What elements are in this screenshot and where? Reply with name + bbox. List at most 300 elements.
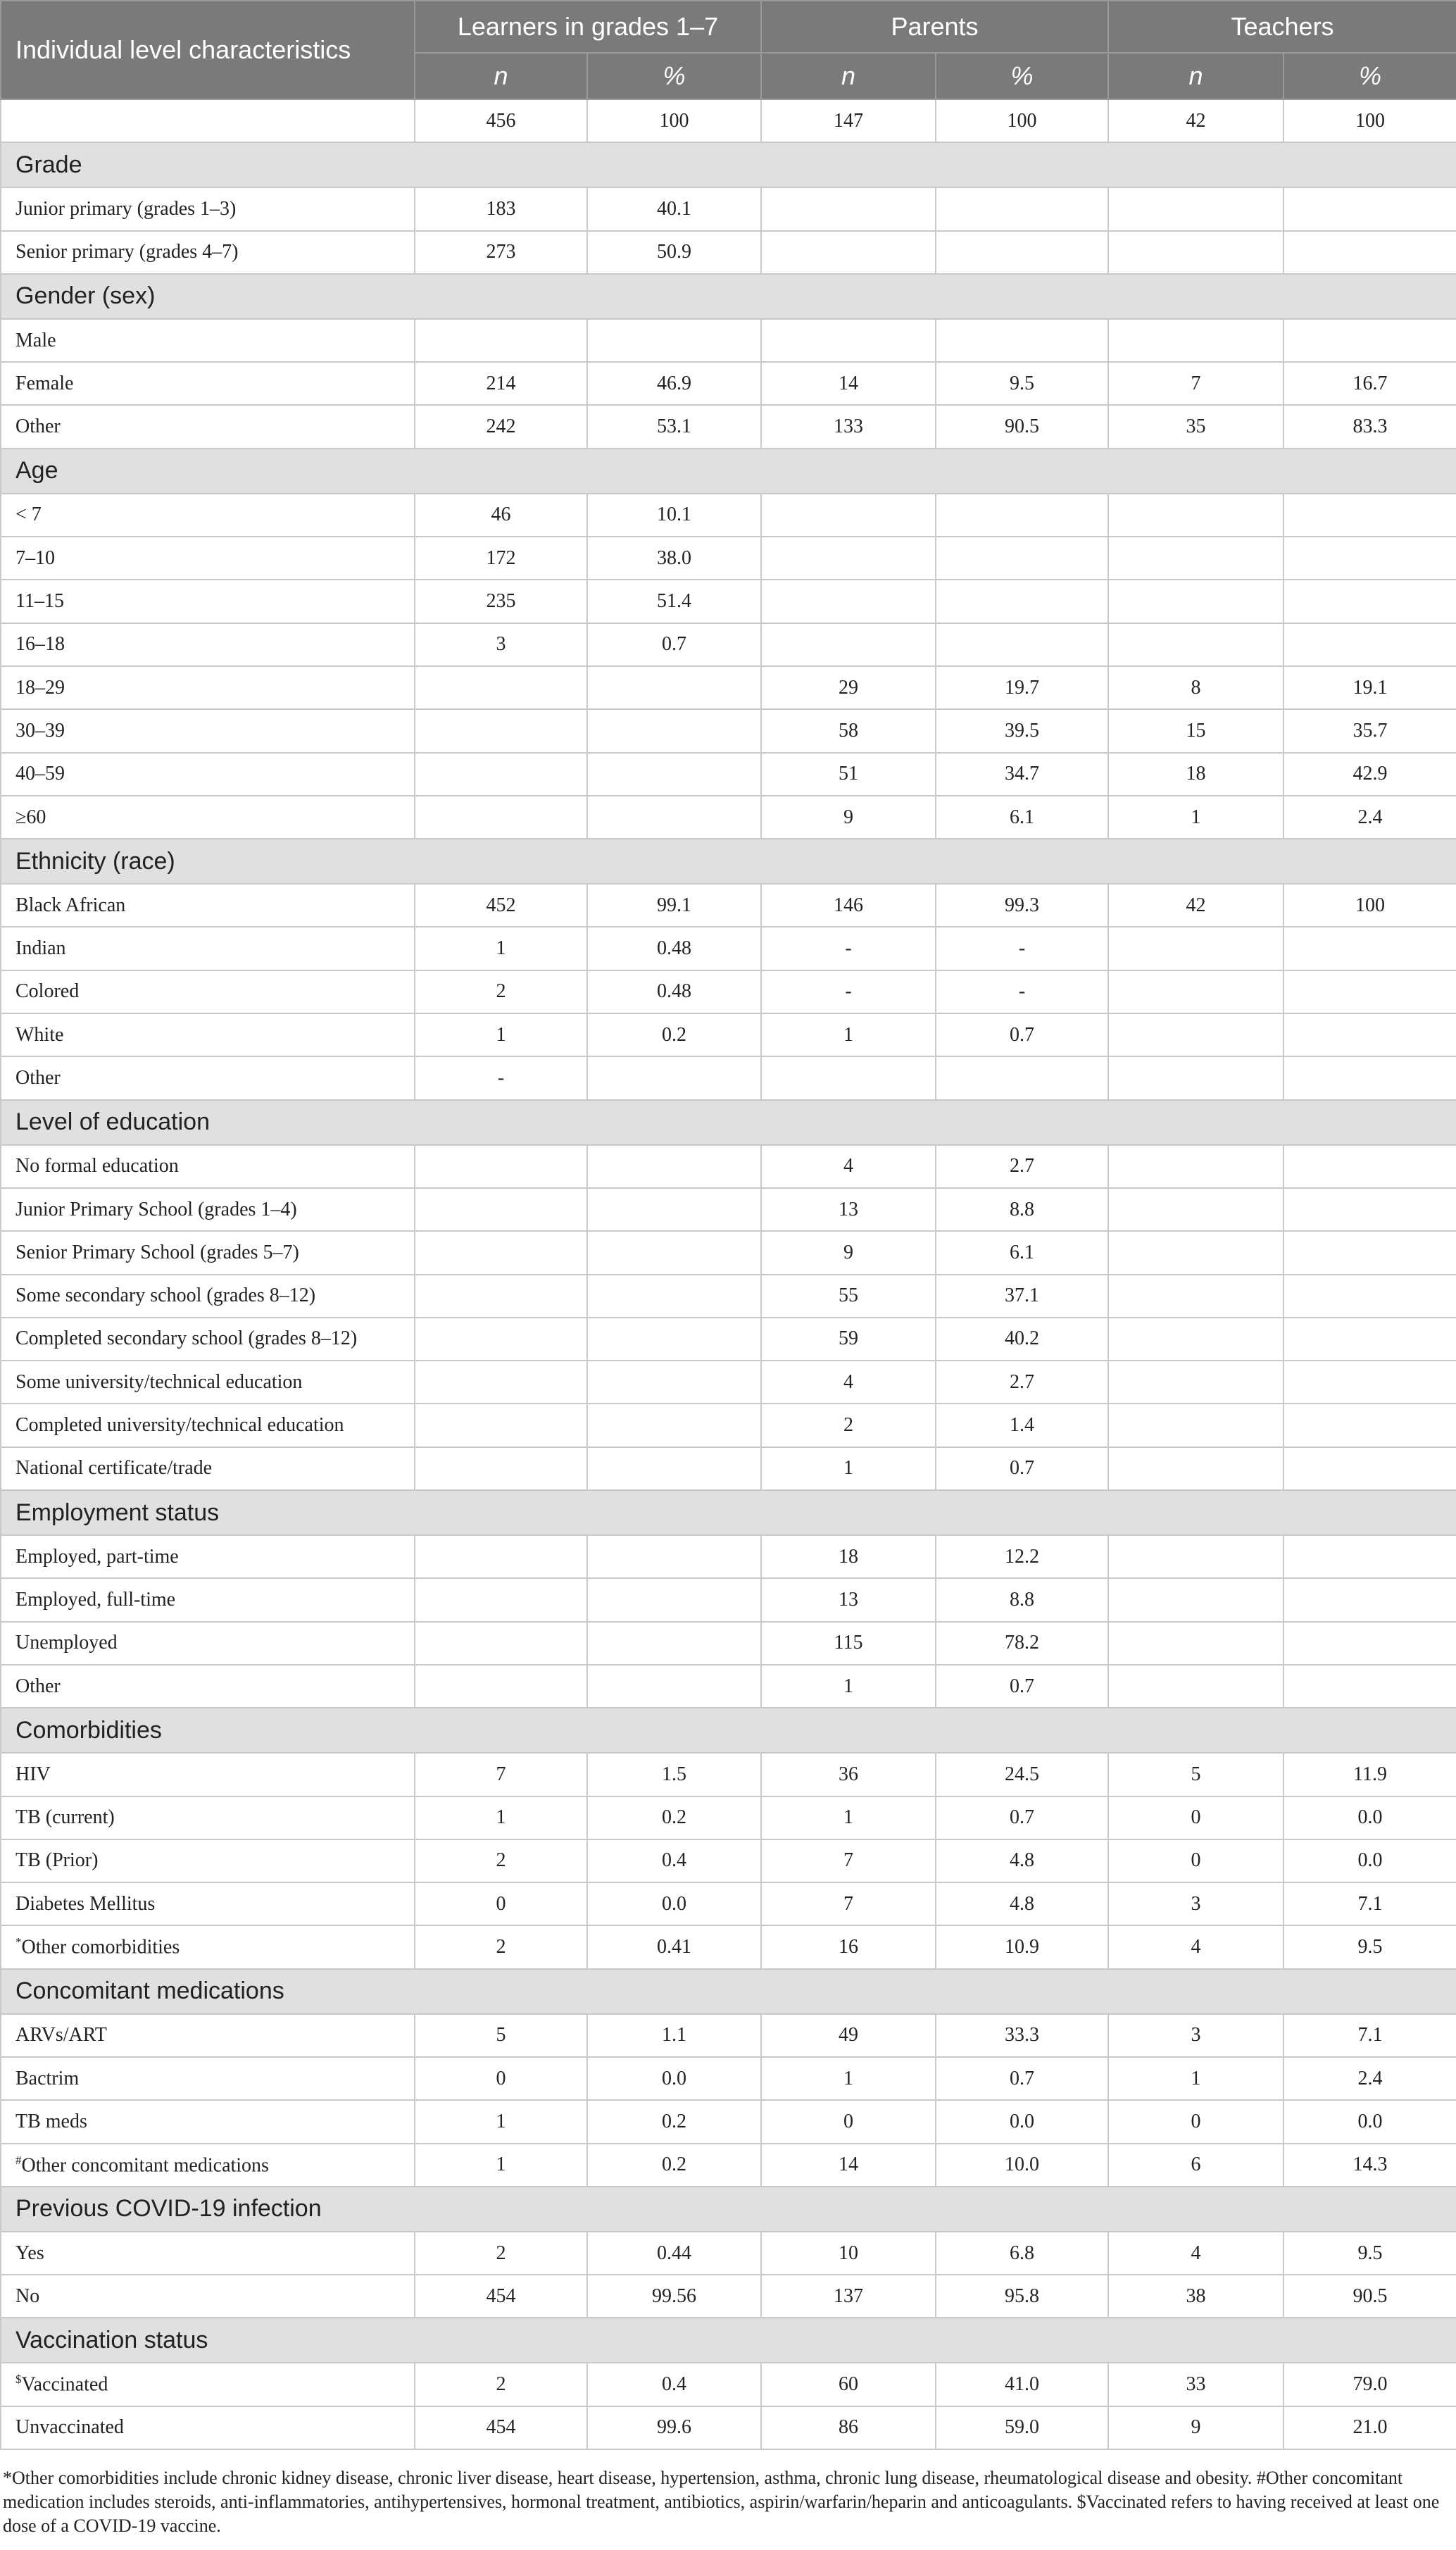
section-title: Vaccination status (1, 2318, 1456, 2363)
row-label (1, 1013, 415, 1056)
value-cell: 90.5 (936, 405, 1108, 448)
value-cell: 33 (1108, 2363, 1284, 2406)
value-cell: 6 (1108, 2144, 1284, 2187)
value-cell (415, 753, 587, 796)
table-row (1, 1404, 1456, 1446)
table-body (1, 99, 1456, 2449)
value-cell: 0.48 (587, 927, 761, 970)
row-label-text: Senior primary (grades 4–7) (15, 241, 239, 263)
value-cell: 18 (1108, 753, 1284, 796)
row-label (1, 2100, 415, 2143)
value-cell: 42.9 (1284, 753, 1456, 796)
value-cell: 59.0 (936, 2406, 1108, 2449)
value-cell: 4 (761, 1145, 936, 1188)
value-cell (1284, 537, 1456, 580)
value-cell: 7 (761, 1839, 936, 1882)
value-cell (761, 1056, 936, 1099)
value-cell: - (761, 927, 936, 970)
value-cell (1284, 1231, 1456, 1274)
table-row (1, 2232, 1456, 2275)
value-cell: 0.0 (587, 1882, 761, 1925)
table-row (1, 187, 1456, 230)
value-cell: 24.5 (936, 1753, 1108, 1796)
footnote-mark: * (15, 1935, 22, 1949)
value-cell: 0 (1108, 1839, 1284, 1882)
table-row (1, 1622, 1456, 1665)
value-cell: 6.1 (936, 796, 1108, 839)
value-cell: 51.4 (587, 580, 761, 623)
value-cell (415, 666, 587, 709)
row-label (1, 796, 415, 839)
value-cell (1108, 1622, 1284, 1665)
value-cell: 99.6 (587, 2406, 761, 2449)
value-cell: 16 (761, 1925, 936, 1968)
value-cell (1108, 537, 1284, 580)
row-label-text: ARVs/ART (15, 2024, 107, 2046)
row-label (1, 537, 415, 580)
value-cell: 37.1 (936, 1275, 1108, 1318)
value-cell: 1 (761, 1013, 936, 1056)
value-cell: 0.2 (587, 1796, 761, 1839)
value-cell: 53.1 (587, 405, 761, 448)
value-cell (1108, 1447, 1284, 1490)
value-cell: 0.7 (936, 2057, 1108, 2100)
row-label-text: TB (current) (15, 1806, 115, 1829)
value-cell: 1.5 (587, 1753, 761, 1796)
value-cell: 40.1 (587, 187, 761, 230)
table-row (1, 580, 1456, 623)
table-row (1, 2100, 1456, 2143)
value-cell: 1 (415, 2144, 587, 2187)
table-row (1, 494, 1456, 537)
value-cell: 12.2 (936, 1535, 1108, 1578)
section-title: Level of education (1, 1100, 1456, 1145)
value-cell: 3 (415, 623, 587, 666)
value-cell (1284, 1535, 1456, 1578)
section-title: Concomitant medications (1, 1969, 1456, 2014)
row-label (1, 1925, 415, 1968)
section-header-row (1, 274, 1456, 319)
value-cell (761, 580, 936, 623)
value-cell (587, 1231, 761, 1274)
value-cell (936, 580, 1108, 623)
value-cell: 38 (1108, 2275, 1284, 2318)
value-cell (1284, 1188, 1456, 1231)
value-cell: 2 (415, 970, 587, 1013)
value-cell: 0.0 (1284, 2100, 1456, 2143)
value-cell: 7 (1108, 362, 1284, 405)
value-cell: 0 (415, 1882, 587, 1925)
value-cell: 2 (415, 2232, 587, 2275)
total-cell: 42 (1108, 99, 1284, 142)
value-cell: 0.4 (587, 1839, 761, 1882)
value-cell (1108, 231, 1284, 274)
value-cell (415, 1578, 587, 1621)
value-cell: 9 (1108, 2406, 1284, 2449)
row-label (1, 1188, 415, 1231)
value-cell: 2.4 (1284, 796, 1456, 839)
value-cell: 4 (1108, 2232, 1284, 2275)
header-learners: Learners in grades 1–7 (415, 1, 761, 53)
table-row (1, 362, 1456, 405)
table-row (1, 884, 1456, 927)
value-cell: 0.4 (587, 2363, 761, 2406)
value-cell: 0.7 (587, 623, 761, 666)
value-cell: 0.0 (1284, 1796, 1456, 1839)
value-cell (587, 753, 761, 796)
row-label (1, 1318, 415, 1361)
value-cell: 99.3 (936, 884, 1108, 927)
subheader-parents-pct: % (936, 53, 1108, 99)
value-cell (587, 1447, 761, 1490)
value-cell: 95.8 (936, 2275, 1108, 2318)
value-cell: 137 (761, 2275, 936, 2318)
section-title: Ethnicity (race) (1, 839, 1456, 884)
table-row (1, 1447, 1456, 1490)
value-cell: 9 (761, 1231, 936, 1274)
value-cell (1108, 623, 1284, 666)
value-cell (587, 1145, 761, 1188)
section-header-row (1, 2318, 1456, 2363)
value-cell (1284, 1578, 1456, 1621)
header-parents: Parents (761, 1, 1108, 53)
value-cell: 7 (415, 1753, 587, 1796)
row-label (1, 2014, 415, 2057)
total-cell: 100 (587, 99, 761, 142)
section-header-row (1, 839, 1456, 884)
row-label-text: 18–29 (15, 676, 65, 699)
value-cell: 29 (761, 666, 936, 709)
value-cell (415, 319, 587, 362)
value-cell (936, 623, 1108, 666)
section-header-row (1, 142, 1456, 187)
table-row (1, 796, 1456, 839)
value-cell (936, 319, 1108, 362)
value-cell (587, 796, 761, 839)
row-label-text: Female (15, 372, 74, 394)
row-label-text: 16–18 (15, 633, 65, 656)
value-cell (1284, 1145, 1456, 1188)
row-label (1, 1753, 415, 1796)
value-cell: 59 (761, 1318, 936, 1361)
section-title: Previous COVID-19 infection (1, 2187, 1456, 2232)
value-cell: 2.4 (1284, 2057, 1456, 2100)
value-cell (415, 709, 587, 752)
value-cell (1108, 970, 1284, 1013)
value-cell: 41.0 (936, 2363, 1108, 2406)
table-row (1, 1013, 1456, 1056)
value-cell: 1 (415, 1013, 587, 1056)
row-label-text: Other (15, 415, 61, 438)
value-cell (1108, 1188, 1284, 1231)
value-cell: 55 (761, 1275, 936, 1318)
value-cell (1108, 1404, 1284, 1446)
value-cell: 0.0 (587, 2057, 761, 2100)
value-cell (1108, 1145, 1284, 1188)
value-cell (761, 319, 936, 362)
value-cell: 42 (1108, 884, 1284, 927)
row-label (1, 1882, 415, 1925)
value-cell (587, 1275, 761, 1318)
value-cell (761, 187, 936, 230)
row-label (1, 1796, 415, 1839)
value-cell (1108, 1318, 1284, 1361)
row-label (1, 1665, 415, 1708)
value-cell: - (936, 970, 1108, 1013)
value-cell: 0.7 (936, 1447, 1108, 1490)
value-cell (587, 1361, 761, 1404)
subheader-learners-n: n (415, 53, 587, 99)
row-label-text: Colored (15, 980, 80, 1003)
value-cell: 78.2 (936, 1622, 1108, 1665)
row-label-text: 40–59 (15, 763, 65, 785)
value-cell: 8.8 (936, 1578, 1108, 1621)
value-cell: 0.0 (1284, 1839, 1456, 1882)
table-header (1, 1, 1456, 99)
value-cell: 452 (415, 884, 587, 927)
row-label-text: TB meds (15, 2110, 87, 2132)
value-cell (415, 1665, 587, 1708)
table-row (1, 2363, 1456, 2406)
subheader-teachers-pct: % (1284, 53, 1456, 99)
value-cell (415, 1404, 587, 1446)
value-cell (587, 1622, 761, 1665)
value-cell (1108, 1535, 1284, 1578)
value-cell: 0.44 (587, 2232, 761, 2275)
value-cell: 18 (761, 1535, 936, 1578)
value-cell: 34.7 (936, 753, 1108, 796)
table-row (1, 1145, 1456, 1188)
footnote-text: *Other comorbidities include chronic kidney disease, chronic liver disease, heart disease, hypertension, asthma, chronic lung disease, rheumatological disease and obesity. #Other concomitant medication includes steroids, anti-inflammatories, antihypertensives, hormonal treatment, antibiotics, aspirin/warfarin/heparin and anticoagulants. $Vaccinated refers to having received at least one dose of a COVID-19 vaccine. (3, 2468, 1440, 2536)
value-cell: 2 (415, 2363, 587, 2406)
value-cell (587, 1188, 761, 1231)
value-cell: 2.7 (936, 1145, 1108, 1188)
value-cell (1108, 1013, 1284, 1056)
value-cell: 0.2 (587, 2100, 761, 2143)
value-cell (761, 231, 936, 274)
table-row (1, 1535, 1456, 1578)
value-cell (415, 1447, 587, 1490)
value-cell (1284, 1404, 1456, 1446)
row-label (1, 2057, 415, 2100)
row-label (1, 319, 415, 362)
table-row (1, 1188, 1456, 1231)
value-cell (1284, 970, 1456, 1013)
row-label-text: Unemployed (15, 1632, 118, 1654)
value-cell: 60 (761, 2363, 936, 2406)
table-row (1, 319, 1456, 362)
row-label (1, 709, 415, 752)
value-cell (587, 1404, 761, 1446)
row-label (1, 970, 415, 1013)
row-label (1, 1361, 415, 1404)
value-cell (587, 1056, 761, 1099)
section-header-row (1, 1100, 1456, 1145)
value-cell (936, 494, 1108, 537)
value-cell: 19.7 (936, 666, 1108, 709)
value-cell: 49 (761, 2014, 936, 2057)
value-cell: 3 (1108, 2014, 1284, 2057)
value-cell (587, 709, 761, 752)
row-label (1, 884, 415, 927)
value-cell: 13 (761, 1578, 936, 1621)
section-title: Age (1, 449, 1456, 494)
value-cell: 0 (1108, 2100, 1284, 2143)
value-cell: 6.1 (936, 1231, 1108, 1274)
section-title: Grade (1, 142, 1456, 187)
value-cell: 4 (761, 1361, 936, 1404)
value-cell: 0 (761, 2100, 936, 2143)
value-cell (587, 1578, 761, 1621)
table-row (1, 1578, 1456, 1621)
table-row (1, 1361, 1456, 1404)
table-row (1, 231, 1456, 274)
value-cell (1108, 187, 1284, 230)
value-cell: 35.7 (1284, 709, 1456, 752)
value-cell (587, 666, 761, 709)
value-cell (415, 1145, 587, 1188)
value-cell (1284, 231, 1456, 274)
section-header-row (1, 1708, 1456, 1753)
value-cell (936, 187, 1108, 230)
table-row (1, 666, 1456, 709)
value-cell (415, 1188, 587, 1231)
value-cell: 1 (1108, 796, 1284, 839)
value-cell: 50.9 (587, 231, 761, 274)
value-cell: 33.3 (936, 2014, 1108, 2057)
row-label-text: Completed secondary school (grades 8–12) (15, 1327, 358, 1350)
row-label (1, 580, 415, 623)
row-label-text: Black African (15, 894, 126, 916)
value-cell (1284, 1622, 1456, 1665)
value-cell: 1 (1108, 2057, 1284, 2100)
table-row (1, 1056, 1456, 1099)
value-cell: 4 (1108, 1925, 1284, 1968)
value-cell (415, 1231, 587, 1274)
row-label-text: Diabetes Mellitus (15, 1892, 156, 1915)
value-cell (1108, 1056, 1284, 1099)
value-cell: 7.1 (1284, 1882, 1456, 1925)
value-cell: 235 (415, 580, 587, 623)
value-cell: 8.8 (936, 1188, 1108, 1231)
value-cell: 3 (1108, 1882, 1284, 1925)
value-cell: 46.9 (587, 362, 761, 405)
row-label-text: No formal education (15, 1155, 179, 1177)
value-cell: 2 (761, 1404, 936, 1446)
table-row (1, 2144, 1456, 2187)
row-label (1, 2144, 415, 2187)
value-cell (1284, 319, 1456, 362)
row-label-text: Employed, part-time (15, 1545, 179, 1568)
value-cell (761, 494, 936, 537)
value-cell (1284, 1275, 1456, 1318)
row-label-text: Some university/technical education (15, 1370, 303, 1393)
value-cell (1284, 1447, 1456, 1490)
value-cell: 2.7 (936, 1361, 1108, 1404)
value-cell (1284, 187, 1456, 230)
value-cell (1108, 927, 1284, 970)
table-row (1, 1882, 1456, 1925)
row-label-text: Other (15, 1066, 61, 1089)
value-cell (936, 1056, 1108, 1099)
value-cell: 454 (415, 2275, 587, 2318)
table-row (1, 1275, 1456, 1318)
row-label (1, 753, 415, 796)
value-cell (1108, 1665, 1284, 1708)
value-cell: 5 (415, 2014, 587, 2057)
row-label (1, 2363, 415, 2406)
value-cell (1284, 580, 1456, 623)
value-cell (1284, 623, 1456, 666)
value-cell: 9.5 (1284, 1925, 1456, 1968)
table-row (1, 970, 1456, 1013)
row-label-text: < 7 (15, 504, 42, 526)
row-label (1, 1622, 415, 1665)
row-label (1, 405, 415, 448)
value-cell: 11.9 (1284, 1753, 1456, 1796)
value-cell: 83.3 (1284, 405, 1456, 448)
row-label-text: Some secondary school (grades 8–12) (15, 1285, 316, 1307)
value-cell: 7.1 (1284, 2014, 1456, 2057)
value-cell (415, 1361, 587, 1404)
value-cell: 38.0 (587, 537, 761, 580)
value-cell (1284, 1013, 1456, 1056)
section-header-row (1, 1490, 1456, 1535)
table-row (1, 1753, 1456, 1796)
row-label (1, 2275, 415, 2318)
table-row (1, 2057, 1456, 2100)
value-cell: 9 (761, 796, 936, 839)
value-cell: - (415, 1056, 587, 1099)
value-cell (761, 623, 936, 666)
total-cell: 456 (415, 99, 587, 142)
row-label-text: Other comorbidities (21, 1936, 180, 1958)
table-row (1, 2406, 1456, 2449)
value-cell: 99.56 (587, 2275, 761, 2318)
row-label (1, 927, 415, 970)
value-cell: 0.2 (587, 2144, 761, 2187)
table-row (1, 753, 1456, 796)
value-cell: 21.0 (1284, 2406, 1456, 2449)
value-cell: 100 (1284, 884, 1456, 927)
row-label-text: Unvaccinated (15, 2416, 124, 2439)
section-title: Employment status (1, 1490, 1456, 1535)
value-cell: 0.7 (936, 1796, 1108, 1839)
value-cell: 90.5 (1284, 2275, 1456, 2318)
value-cell (1284, 494, 1456, 537)
row-label (1, 1056, 415, 1099)
row-label (1, 1404, 415, 1446)
value-cell: 35 (1108, 405, 1284, 448)
value-cell: 1 (415, 2100, 587, 2143)
value-cell: 1 (761, 1447, 936, 1490)
value-cell (587, 1665, 761, 1708)
total-cell: 100 (1284, 99, 1456, 142)
row-label-text: 30–39 (15, 719, 65, 742)
value-cell (1284, 1318, 1456, 1361)
footnote-mark: # (15, 2153, 22, 2167)
table-row (1, 1318, 1456, 1361)
footnote-mark: $ (15, 2373, 22, 2387)
value-cell (1284, 1056, 1456, 1099)
value-cell: 10 (761, 2232, 936, 2275)
value-cell (1108, 1361, 1284, 1404)
value-cell: 146 (761, 884, 936, 927)
value-cell: 58 (761, 709, 936, 752)
value-cell: - (761, 970, 936, 1013)
value-cell: 172 (415, 537, 587, 580)
value-cell (1108, 319, 1284, 362)
